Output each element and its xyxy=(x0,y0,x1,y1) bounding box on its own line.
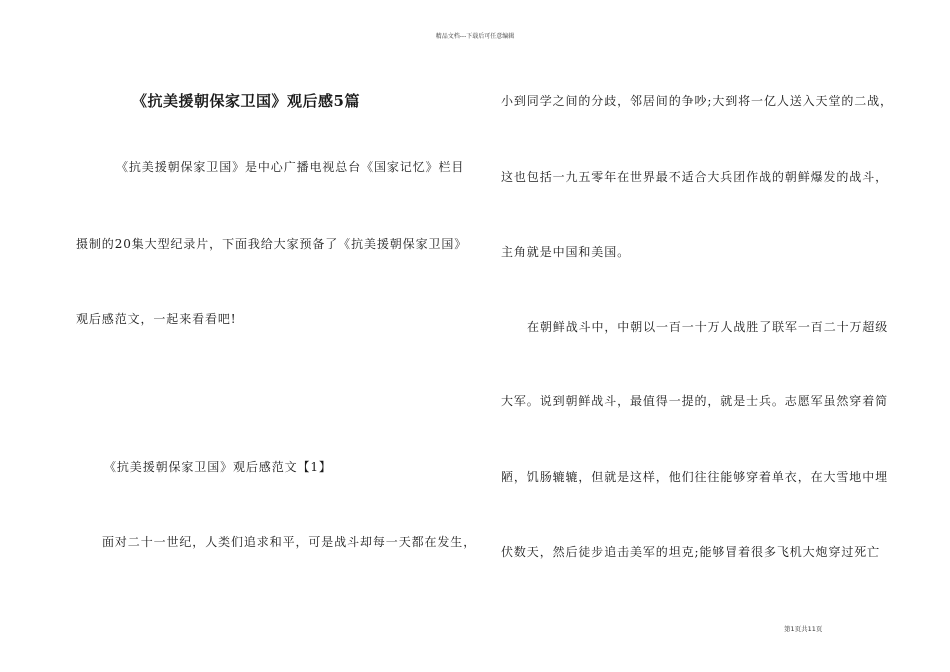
paragraph-line: 面对二十一世纪，人类们追求和平，可是战斗却每一天都在发生， xyxy=(102,535,477,549)
document-title: 《抗美援朝保家卫国》观后感5篇 xyxy=(132,92,360,110)
paragraph-line: 《抗美援朝保家卫国》是中心广播电视总台《国家记忆》栏目 xyxy=(116,160,465,174)
paragraph-line: 摄制的20集大型纪录片，下面我给大家预备了《抗美援朝保家卫国》 xyxy=(76,237,468,251)
paragraph-line: 这也包括一九五零年在世界最不适合大兵团作战的朝鲜爆发的战斗， xyxy=(501,170,889,184)
paragraph-line: 伏数天，然后徒步追击美军的坦克;能够冒着很多飞机大炮穿过死亡 xyxy=(501,545,881,559)
paragraph-line: 小到同学之间的分歧，邻居间的争吵;大到将一亿人送入天堂的二战， xyxy=(501,94,893,108)
section-heading: 《抗美援朝保家卫国》观后感范文【1】 xyxy=(104,460,332,474)
paragraph-line: 大军。说到朝鲜战斗，最值得一提的，就是士兵。志愿军虽然穿着简 xyxy=(501,394,889,408)
paragraph-line: 在朝鲜战斗中，中朝以一百一十万人战胜了联军一百二十万超级 xyxy=(527,320,889,334)
header-note: 精品文档---下载后可任意编辑 xyxy=(435,33,515,40)
page-number: 第1页共11页 xyxy=(784,625,823,633)
paragraph-line: 主角就是中国和美国。 xyxy=(501,245,631,259)
paragraph-line: 陋，饥肠辘辘，但就是这样，他们往往能够穿着单衣，在大雪地中埋 xyxy=(501,470,889,484)
paragraph-line: 观后感范文，一起来看看吧! xyxy=(76,312,237,326)
